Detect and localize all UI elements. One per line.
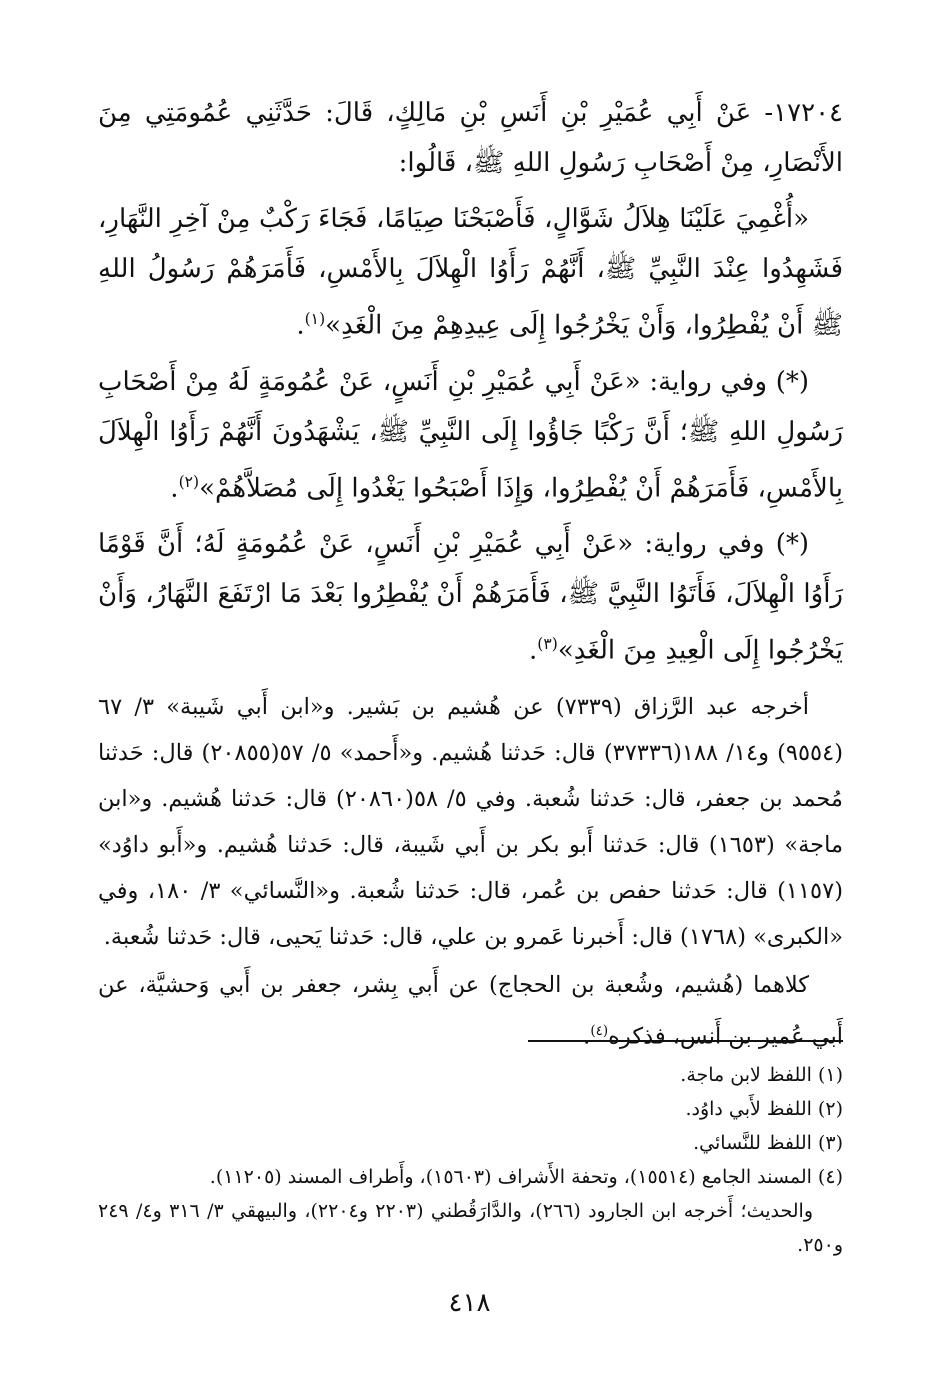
riwaya-1-text: (*) وفي رواية: «عَنْ أَبِي عُمَيْرِ بْنِ أَنَسٍ، عَنْ عُمُومَةٍ لَهُ مِنْ أَصْحَابِ رَسُولِ اللهِ ﷺ؛ أَنَّ رَكْبًا جَاؤُوا إِلَى النَّبِيِّ ﷺ، يَشْهَدُونَ أَنَّهُمْ رَأَوُا الْهِلاَلَ بِالأَمْسِ، فَأَمَرَهُمْ أَنْ يُفْطِرُوا، وَإِذَا أَصْبَحُوا يَغْدُوا إِلَى مُصَلاَّهُمْ» bbox=[98, 366, 843, 504]
riwaya-2-text: (*) وفي رواية: «عَنْ أَبِي عُمَيْرِ بْنِ أَنَسٍ، عَنْ عُمُومَةٍ لَهُ؛ أَنَّ قَوْمًا رَأَوُا الْهِلاَلَ، فَأَتَوُا النَّبِيَّ ﷺ، فَأَمَرَهُمْ أَنْ يُفْطِرُوا بَعْدَ مَا ارْتَفَعَ النَّهَارُ، وَأَنْ يَخْرُجُوا إِلَى الْعِيدِ مِنَ الْغَدِ» bbox=[98, 529, 843, 666]
footnote-ref-1[interactable]: (١) bbox=[304, 310, 326, 328]
footnote-4-continuation: والحديث؛ أَخرجه ابن الجارود (٢٦٦)، والدَّارَقُطني (٢٢٠٣ و٢٢٠٤)، والبيهقي ٣/ ٣١٦ و٤/ ٢٤٩ و٢٥٠. bbox=[98, 1200, 843, 1256]
footnote-3: (٣) اللفظ للنَّسائي. bbox=[693, 1132, 843, 1154]
footnote-4: (٤) المسند الجامع (١٥٥١٤)، وتحفة الأَشراف (١٥٦٠٣)، وأَطراف المسند (١١٢٠٥). bbox=[209, 1166, 843, 1188]
riwaya-2: (*) وفي رواية: «عَنْ أَبِي عُمَيْرِ بْنِ أَنَسٍ، عَنْ عُمُومَةٍ لَهُ؛ أَنَّ قَوْمًا رَأَوُا الْهِلاَلَ، فَأَتَوُا النَّبِيَّ ﷺ، فَأَمَرَهُمْ أَنْ يُفْطِرُوا بَعْدَ مَا ارْتَفَعَ النَّهَارُ، وَأَنْ يَخْرُجُوا إِلَى الْعِيدِ مِنَ الْغَدِ»$^{(٣)}$. bbox=[98, 529, 843, 666]
footnote-ref-4[interactable]: (٤) bbox=[590, 1022, 609, 1039]
footnote-1: (١) اللفظ لابن ماجة. bbox=[680, 1064, 843, 1086]
hadith-main-text: «أُغْمِيَ عَلَيْنَا هِلاَلُ شَوَّالٍ، فَأَصْبَحْنَا صِيَامًا، فَجَاءَ رَكْبٌ مِنْ آخِرِ النَّهَارِ، فَشَهِدُوا عِنْدَ النَّبِيِّ ﷺ، أَنَّهُمْ رَأَوُا الْهِلاَلَ بِالأَمْسِ، فَأَمَرَهُمْ رَسُولُ اللهِ ﷺ أَنْ يُفْطِرُوا، وَأَنْ يَخْرُجُوا إِلَى عِيدِهِمْ مِنَ الْغَدِ» bbox=[98, 204, 843, 341]
takhrij-end-dot: . bbox=[583, 1023, 591, 1050]
page-number: ٤١٨ bbox=[448, 1288, 491, 1318]
footnote-ref-2[interactable]: (٢) bbox=[178, 472, 200, 491]
takhrij-paragraph-2-text: كلاهما (هُشيم، وشُعبة بن الحجاج) عن أَبي بِشر، جعفر بن أَبي وَحشيَّة، عن أَبي عُمير بن أَنس، فذكره bbox=[98, 971, 843, 1050]
riwaya-1: (*) وفي رواية: «عَنْ أَبِي عُمَيْرِ بْنِ أَنَسٍ، عَنْ عُمُومَةٍ لَهُ مِنْ أَصْحَابِ رَسُولِ اللهِ ﷺ؛ أَنَّ رَكْبًا جَاؤُوا إِلَى النَّبِيِّ ﷺ، يَشْهَدُونَ أَنَّهُمْ رَأَوُا الْهِلاَلَ بِالأَمْسِ، فَأَمَرَهُمْ أَنْ يُفْطِرُوا، وَإِذَا أَصْبَحُوا يَغْدُوا إِلَى مُصَلاَّهُمْ»$^{(٢)}$. bbox=[98, 366, 843, 504]
footnote-2: (٢) اللفظ لأَبي داوُد. bbox=[685, 1098, 843, 1120]
page-body bbox=[98, 88, 843, 1061]
takhrij-paragraph-1: أخرجه عبد الرَّزاق (٧٣٣٩) عن هُشيم بن بَشير. و«ابن أَبي شَيبة» ٣/ ٦٧ (٩٥٥٤) و١٤/ ١٨٨(٣٧٣٣٦) قال: حَدثنا هُشيم. و«أَحمد» ٥/ ٥٧(٢٠٨٥٥) قال: حَدثنا مُحمد بن جعفر، قال: حَدثنا شُعبة. وفي ٥/ ٥٨(٢٠٨٦٠) قال: حَدثنا هُشيم. و«ابن ماجة» (١٦٥٣) قال: حَدثنا أَبو بكر بن أَبي شَيبة، قال: حَدثنا هُشيم. و«أَبو داوُد» (١١٥٧) قال: حَدثنا حفص بن عُمر، قال: حَدثنا شُعبة. و«النَّسائي» ٣/ ١٨٠، وفي «الكبرى» (١٧٦٨) قال: أَخبرنا عَمرو بن علي، قال: حَدثنا يَحيى، قال: حَدثنا شُعبة. bbox=[98, 693, 844, 950]
hadith-section bbox=[98, 88, 843, 676]
hadith-intro bbox=[98, 88, 843, 188]
takhrij-section bbox=[98, 684, 843, 1060]
hadith-intro-text: ١٧٢٠٤- عَنْ أَبِي عُمَيْرِ بْنِ أَنَسِ بْنِ مَالِكٍ، قَالَ: حَدَّثَنِي عُمُومَتِي مِنَ الأَنْصَارِ، مِنْ أَصْحَابِ رَسُولِ اللهِ ﷺ، قَالُوا: bbox=[98, 98, 843, 178]
footnote-divider bbox=[528, 1040, 843, 1042]
footnotes-section bbox=[98, 1058, 843, 1262]
hadith-main: «أُغْمِيَ عَلَيْنَا هِلاَلُ شَوَّالٍ، فَأَصْبَحْنَا صِيَامًا، فَجَاءَ رَكْبٌ مِنْ آخِرِ النَّهَارِ، فَشَهِدُوا عِنْدَ النَّبِيِّ ﷺ، أَنَّهُمْ رَأَوُا الْهِلاَلَ بِالأَمْسِ، فَأَمَرَهُمْ رَسُولُ اللهِ ﷺ أَنْ يُفْطِرُوا، وَأَنْ يَخْرُجُوا إِلَى عِيدِهِمْ مِنَ الْغَدِ»$^{(١)}$. bbox=[98, 204, 843, 341]
footnote-ref-3[interactable]: (٣) bbox=[537, 635, 558, 654]
takhrij-paragraph-2 bbox=[98, 962, 843, 1060]
